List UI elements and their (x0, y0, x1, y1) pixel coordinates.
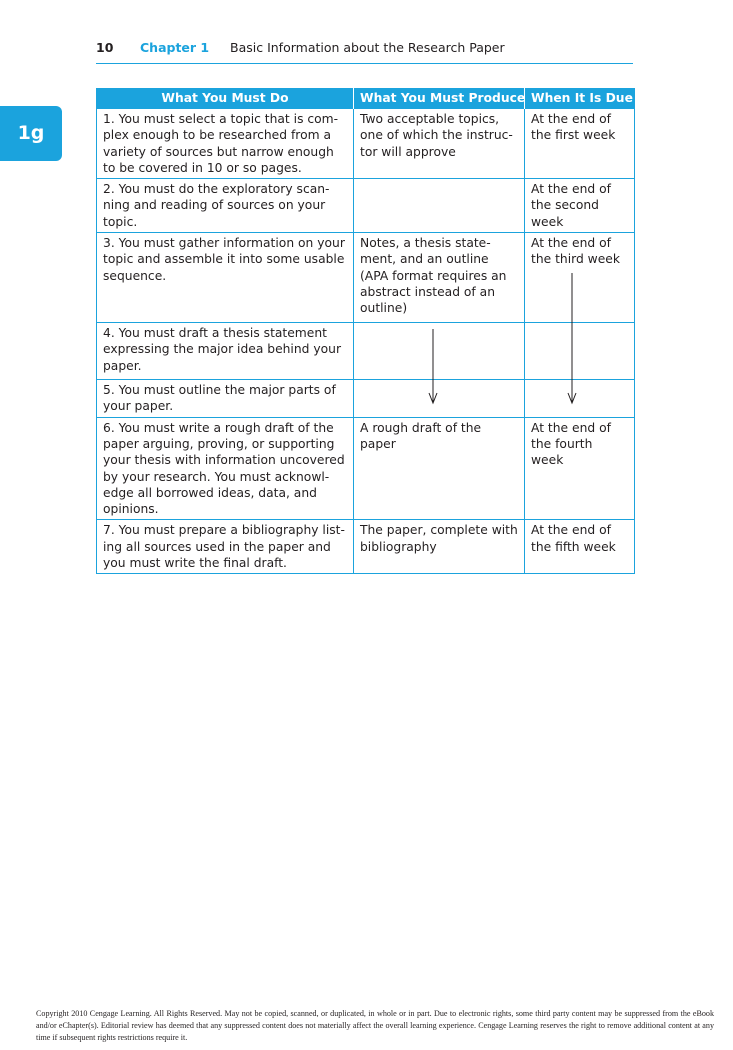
chapter-title: Basic Information about the Research Paper (230, 40, 505, 55)
header-what-you-must-produce: What You Must Produce (354, 88, 525, 109)
due-cell (525, 323, 635, 380)
table-row (97, 179, 635, 233)
running-head (96, 38, 633, 64)
header-what-you-must-do: What You Must Do (97, 88, 354, 109)
page-number: 10 (96, 40, 114, 55)
due-cell: At the end of the fourth week (525, 417, 635, 520)
produce-cell: A rough draft of the paper (354, 417, 525, 520)
produce-cell: Two acceptable topics, one of which the instruc-tor will approve (354, 109, 525, 179)
due-cell: At the end of the fifth week (525, 520, 635, 574)
schedule-table (96, 88, 635, 574)
produce-cell (354, 323, 525, 380)
table-row (97, 233, 635, 323)
table-header-row (97, 88, 635, 109)
chapter-label: Chapter 1 (140, 40, 210, 55)
task-cell: 7. You must prepare a bibliography list-ing all sources used in the paper and you must write the final draft. (97, 520, 354, 574)
task-cell: 3. You must gather information on your topic and assemble it into some usable sequence. (97, 233, 354, 323)
task-cell: 5. You must outline the major parts of your paper. (97, 380, 354, 418)
copyright-notice: Copyright 2010 Cengage Learning. All Rights Reserved. May not be copied, scanned, or duplicated, in whole or in part. Due to electronic rights, some third party content may be suppressed from the eBook and/or eChapter(s). Editorial review has deemed that any suppressed content does not materially affect the overall learning experience. Cengage Learning reserves the right to remove additional content at any time if subsequent rights restrictions require it. (36, 1009, 714, 1042)
due-cell (525, 233, 635, 323)
task-cell: 1. You must select a topic that is com-plex enough to be researched from a variety of sources but narrow enough to be covered in 10 or so pages. (97, 109, 354, 179)
table-row (97, 323, 635, 380)
task-cell: 6. You must write a rough draft of the paper arguing, proving, or supporting your thesis with information uncovered by your research. You must acknowl-edge all borrowed ideas, data, and opinions. (97, 417, 354, 520)
task-cell: 2. You must do the exploratory scan-ning and reading of sources on your topic. (97, 179, 354, 233)
due-cell: At the end of the second week (525, 179, 635, 233)
due-text: At the end of the third week (531, 236, 620, 267)
continuation-arrow-icon (354, 323, 525, 443)
table-row (97, 109, 635, 179)
produce-cell: The paper, complete with bibliography (354, 520, 525, 574)
produce-cell: Notes, a thesis state-ment, and an outline (APA format requires an abstract instead of an outline) (354, 233, 525, 323)
header-when-it-is-due: When It Is Due (525, 88, 635, 109)
section-tab: 1g (0, 106, 62, 161)
due-cell: At the end of the first week (525, 109, 635, 179)
produce-cell (354, 179, 525, 233)
task-cell: 4. You must draft a thesis statement expressing the major idea behind your paper. (97, 323, 354, 380)
continuation-arrow-icon (525, 323, 635, 443)
